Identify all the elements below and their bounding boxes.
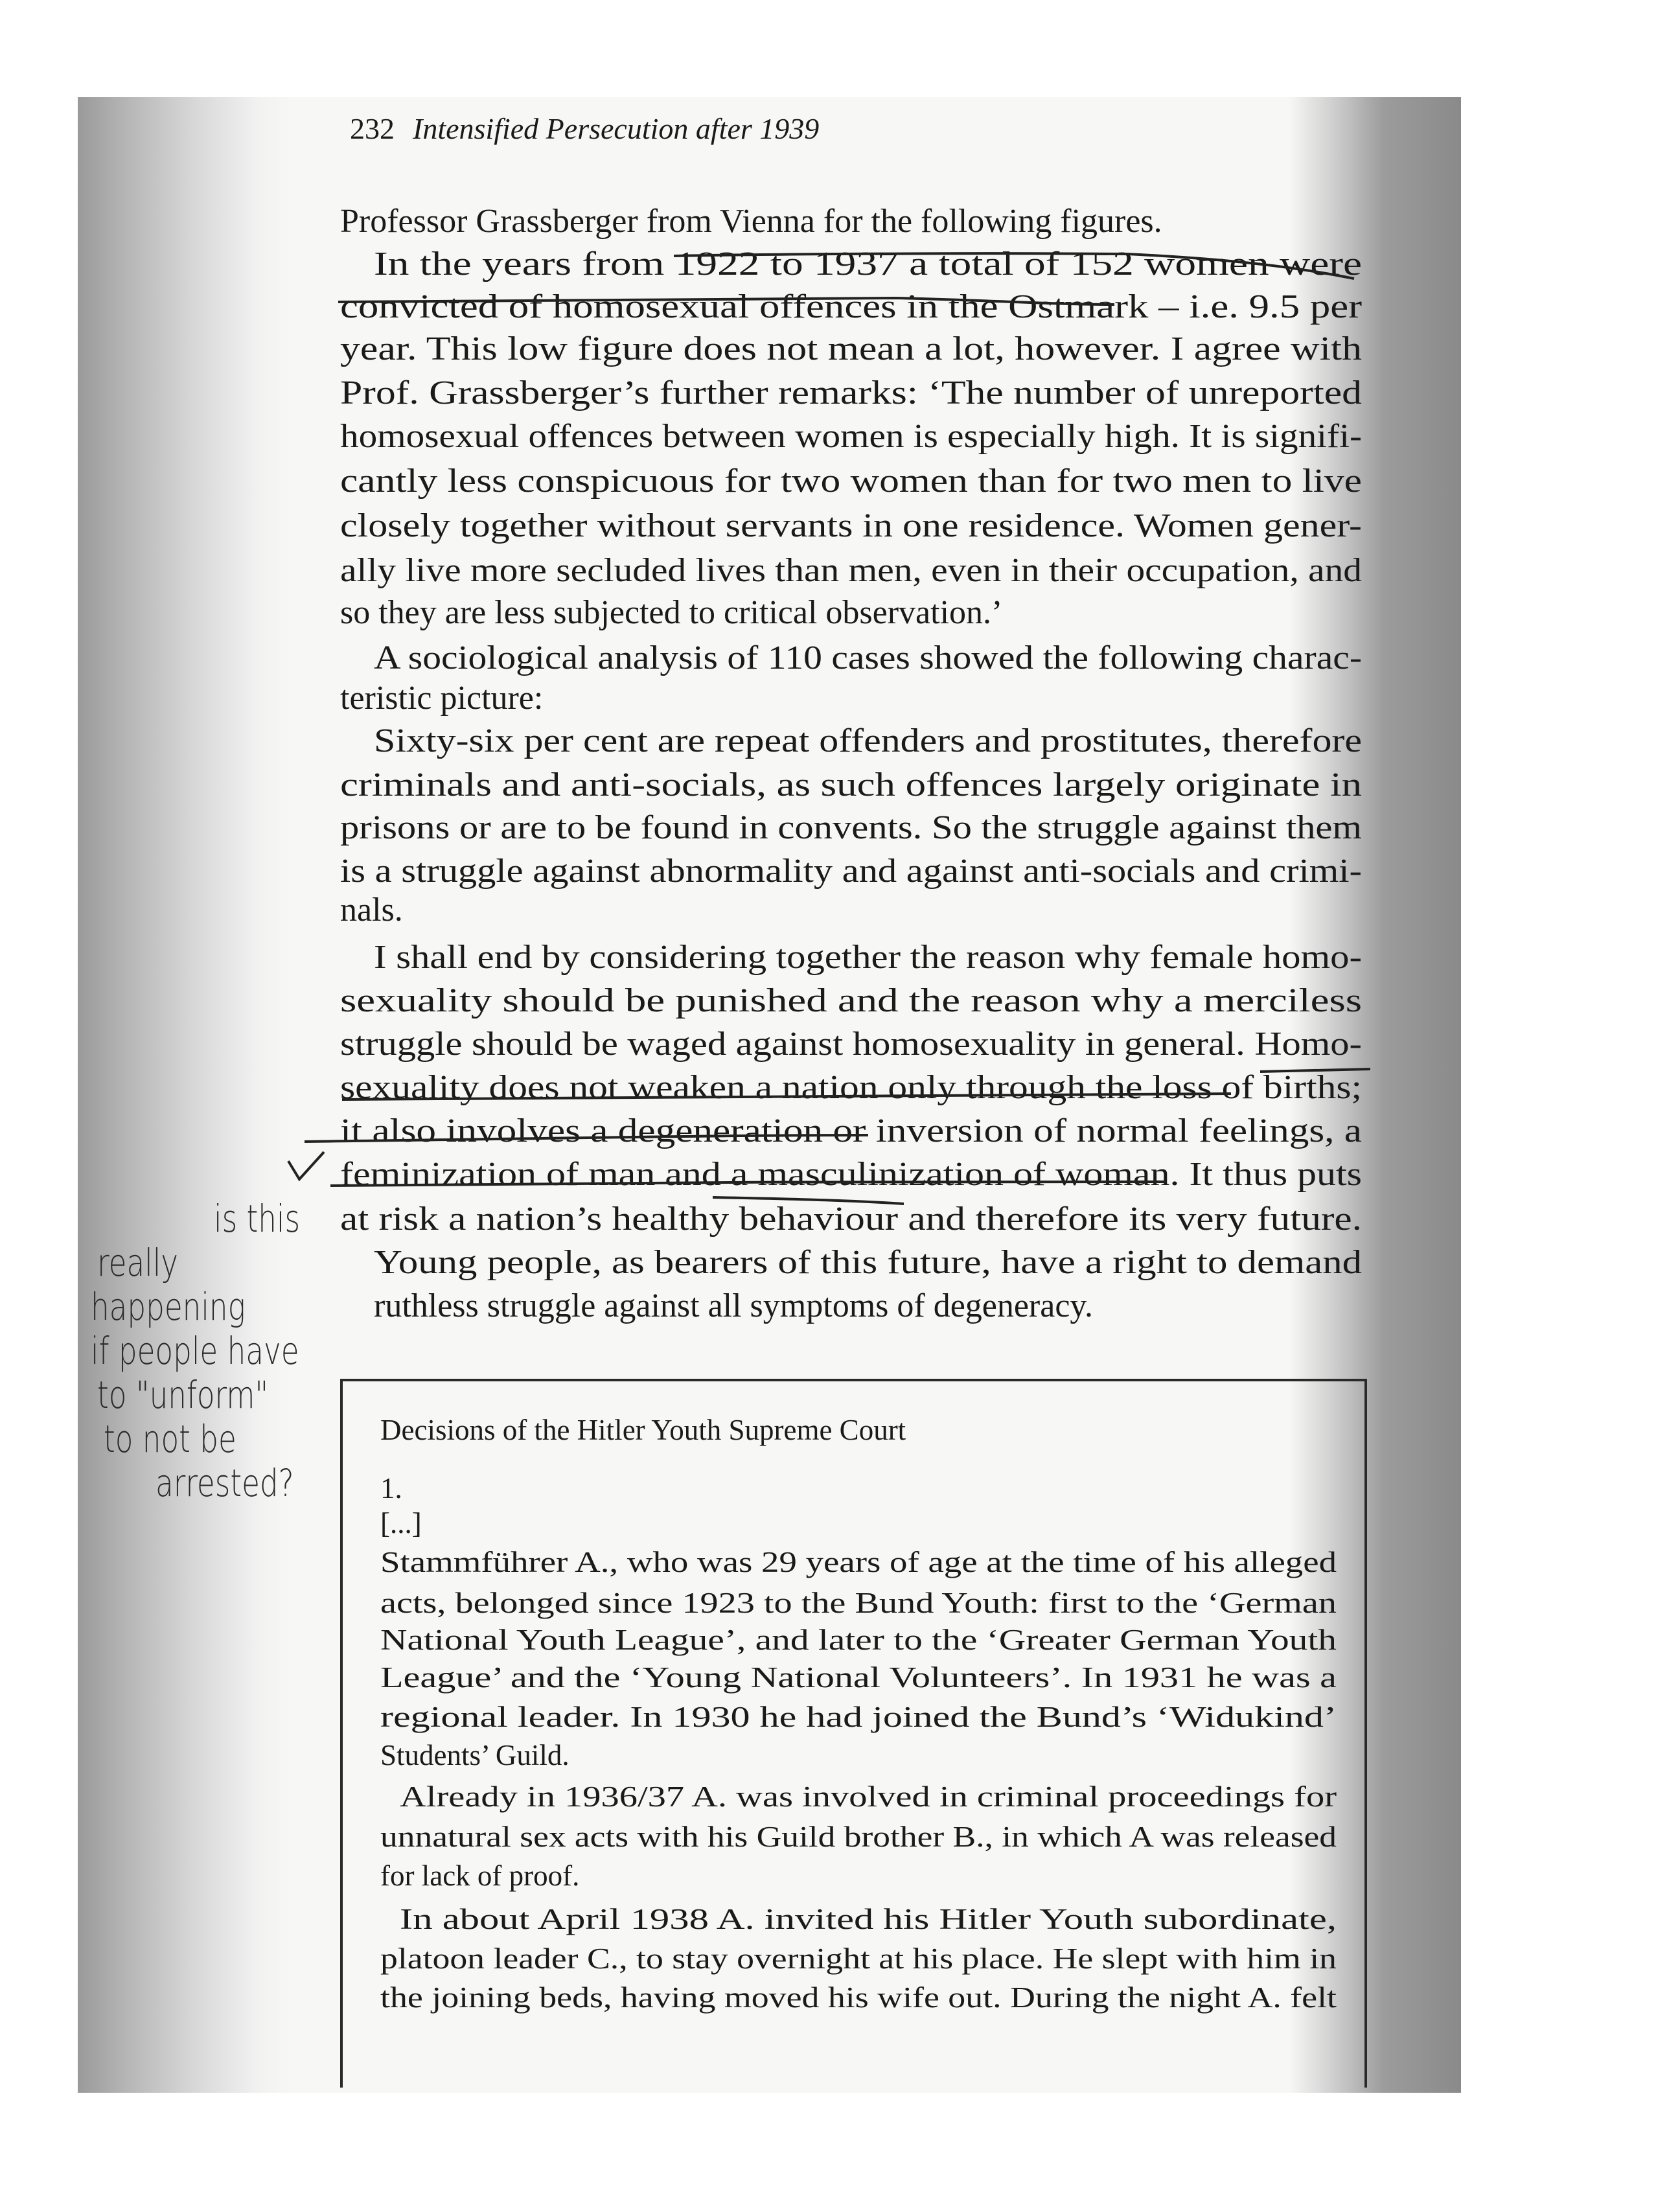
body-line: criminals and anti-socials, as such offences largely originate in xyxy=(340,766,1362,803)
body-line: Sixty-six per cent are repeat offenders and prostitutes, therefore xyxy=(374,722,1362,759)
body-line: Young people, as bearers of this future, have a right to demand xyxy=(374,1244,1362,1281)
body-line: ruthless struggle against all symptoms of degeneracy. xyxy=(374,1287,1094,1324)
box-line: League’ and the ‘Young National Volunteers’. In 1931 he was a xyxy=(380,1661,1337,1694)
running-title: Intensified Persecution after 1939 xyxy=(413,112,820,145)
box-line: acts, belonged since 1923 to the Bund Youth: first to the ‘German xyxy=(380,1587,1337,1619)
body-line: teristic picture: xyxy=(340,680,544,717)
box-line: for lack of proof. xyxy=(380,1860,580,1892)
body-line: sexuality does not weaken a nation only through the loss of births; xyxy=(340,1069,1362,1106)
handwritten-note-line: really xyxy=(97,1241,179,1285)
handwritten-note-line: arrested? xyxy=(155,1461,294,1505)
body-line: nals. xyxy=(340,892,403,928)
body-line: homosexual offences between women is especially high. It is signifi- xyxy=(340,418,1362,455)
scan-binding-shadow-left xyxy=(78,97,292,2093)
handwritten-note-line: happening xyxy=(91,1285,246,1329)
box-line: Already in 1936/37 A. was involved in criminal proceedings for xyxy=(400,1780,1337,1813)
box-ellipsis: [...] xyxy=(380,1507,422,1539)
body-line: year. This low figure does not mean a lot, however. I agree with xyxy=(340,330,1362,367)
box-line: unnatural sex acts with his Guild brother B., in which A was released xyxy=(380,1821,1337,1853)
handwritten-note-line: if people have xyxy=(91,1329,299,1373)
body-line: it also involves a degeneration or inversion of normal feelings, a xyxy=(340,1112,1362,1149)
page-number: 232 xyxy=(350,112,395,145)
box-section-number: 1. xyxy=(380,1472,402,1504)
body-line: Prof. Grassberger’s further remarks: ‘The number of unreported xyxy=(340,374,1362,411)
box-title: Decisions of the Hitler Youth Supreme Court xyxy=(380,1414,906,1446)
box-line: Stammführer A., who was 29 years of age at the time of his alleged xyxy=(380,1546,1337,1578)
box-line: the joining beds, having moved his wife out. During the night A. felt xyxy=(380,1981,1337,2014)
body-line: sexuality should be punished and the reason why a merciless xyxy=(340,982,1362,1019)
body-line: feminization of man and a masculinization of woman. It thus puts xyxy=(340,1156,1362,1193)
body-line: Professor Grassberger from Vienna for the following figures. xyxy=(340,203,1162,240)
handwritten-note-line: to "unform" xyxy=(97,1373,269,1417)
box-line: In about April 1938 A. invited his Hitler Youth subordinate, xyxy=(400,1903,1337,1935)
running-head xyxy=(350,111,819,146)
handwritten-note-line: to not be xyxy=(104,1417,236,1461)
box-line: National Youth League’, and later to the ‘Greater German Youth xyxy=(380,1624,1337,1656)
body-line: A sociological analysis of 110 cases showed the following charac- xyxy=(374,639,1362,676)
body-line: is a struggle against abnormality and against anti-socials and crimi- xyxy=(340,853,1362,890)
box-line: Students’ Guild. xyxy=(380,1739,570,1771)
body-line: so they are less subjected to critical observation.’ xyxy=(340,594,1003,631)
box-line: regional leader. In 1930 he had joined the Bund’s ‘Widukind’ xyxy=(380,1701,1337,1733)
body-line: convicted of homosexual offences in the Ostmark – i.e. 9.5 per xyxy=(340,288,1362,325)
body-line: at risk a nation’s healthy behaviour and therefore its very future. xyxy=(340,1201,1362,1238)
handwritten-note-line: is this xyxy=(214,1197,301,1241)
body-line: prisons or are to be found in convents. So the struggle against them xyxy=(340,809,1362,846)
body-line: closely together without servants in one residence. Women gener- xyxy=(340,507,1362,544)
body-line: struggle should be waged against homosexuality in general. Homo- xyxy=(340,1026,1362,1063)
box-line: platoon leader C., to stay overnight at his place. He slept with him in xyxy=(380,1942,1337,1975)
body-line: cantly less conspicuous for two women than for two men to live xyxy=(340,463,1362,500)
body-line: I shall end by considering together the reason why female homo- xyxy=(374,939,1362,976)
body-line: ally live more secluded lives than men, even in their occupation, and xyxy=(340,552,1362,589)
body-line: In the years from 1922 to 1937 a total of 152 women were xyxy=(374,246,1362,282)
